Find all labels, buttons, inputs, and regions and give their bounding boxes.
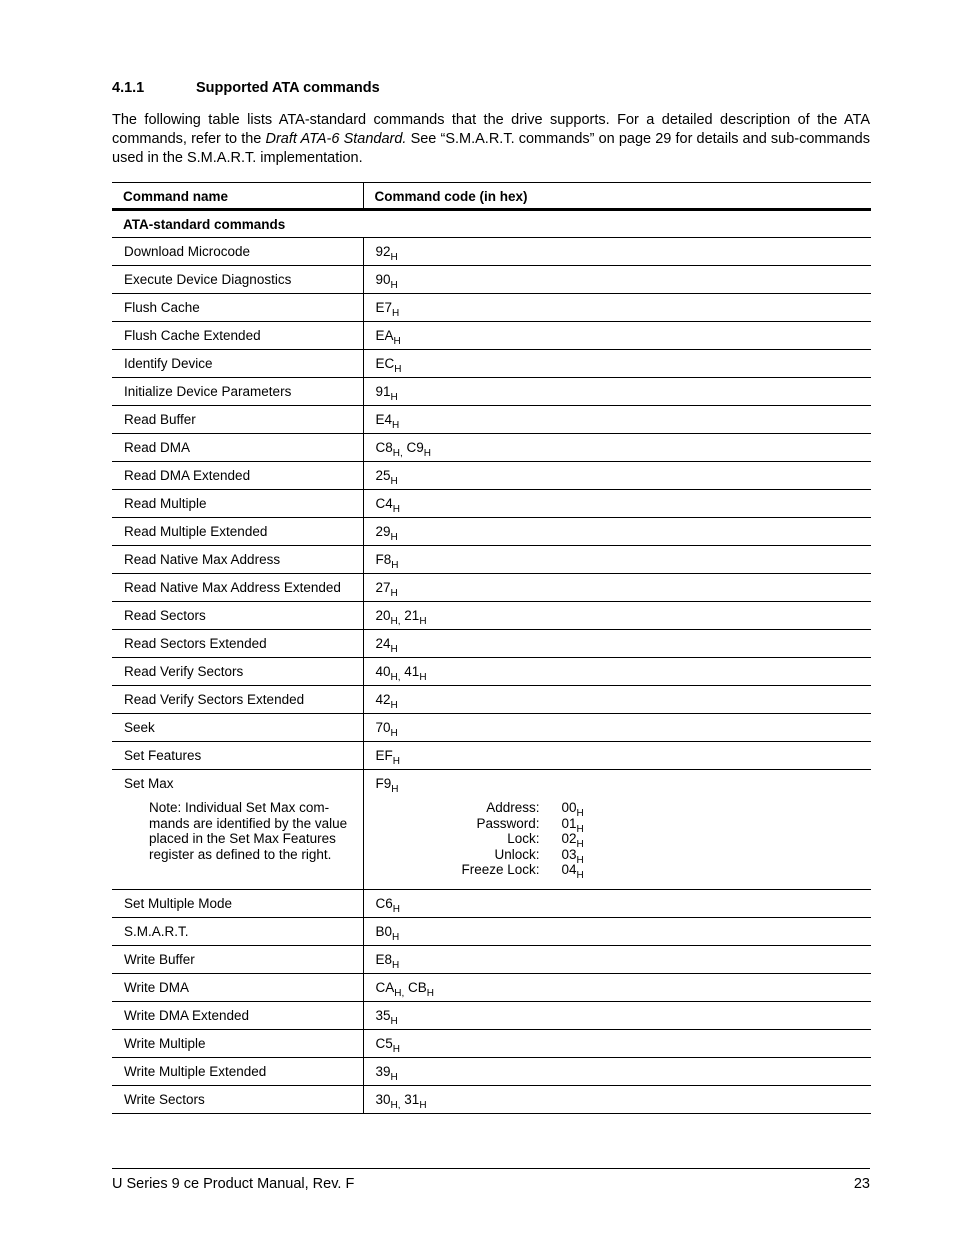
header-command-code: Command code (in hex) <box>363 183 871 210</box>
command-name: Read Sectors Extended <box>112 630 363 658</box>
table-row <box>112 974 871 1002</box>
table-row <box>112 742 871 770</box>
hex-code: $CA_{H,}$ <box>375 980 405 999</box>
command-name: Read DMA Extended <box>112 462 363 490</box>
command-code <box>363 658 871 686</box>
footer-manual-title: U Series 9 ce Product Manual, Rev. F <box>112 1176 355 1192</box>
table-row <box>112 918 871 946</box>
hex-code: $42_H$ <box>375 692 398 711</box>
hex-code: $EF_H$ <box>375 748 400 767</box>
command-code <box>363 742 871 770</box>
section-title: Supported ATA commands <box>196 80 380 96</box>
hex-code: $EC_H$ <box>375 356 402 375</box>
table-row <box>112 434 871 462</box>
hex-code: $C6_H$ <box>375 896 400 915</box>
command-code <box>363 322 871 350</box>
command-code <box>363 294 871 322</box>
subcommand-row: Unlock: $03_H$ <box>494 846 584 866</box>
hex-code: $31_H$ <box>404 1092 427 1111</box>
command-name: Read Sectors <box>112 602 363 630</box>
command-code <box>363 490 871 518</box>
table-row <box>112 714 871 742</box>
hex-code: $90_H$ <box>375 272 398 291</box>
section-row <box>112 210 871 238</box>
command-code <box>363 574 871 602</box>
command-code <box>363 462 871 490</box>
hex-code: $92_H$ <box>375 244 398 263</box>
hex-code: $39_H$ <box>375 1064 398 1083</box>
hex-code: $E4_H$ <box>375 412 400 431</box>
set-max-note: Note: Individual Set Max com-mands are identified by the value placed in the Set Max Features register as defined to the right. <box>149 800 348 862</box>
table-row <box>112 658 871 686</box>
command-name: Flush Cache <box>112 294 363 322</box>
command-name: Set Multiple Mode <box>112 890 363 918</box>
intro-paragraph <box>112 111 870 168</box>
command-name: Write Sectors <box>112 1086 363 1114</box>
command-name: Seek <box>112 714 363 742</box>
table-row <box>112 378 871 406</box>
table-row <box>112 602 871 630</box>
command-code <box>363 946 871 974</box>
hex-code: $40_{H,}$ <box>375 664 401 683</box>
table-row <box>112 266 871 294</box>
command-name: Read Native Max Address <box>112 546 363 574</box>
command-code <box>363 686 871 714</box>
hex-code: $29_H$ <box>375 524 398 543</box>
table-header-row <box>112 183 871 210</box>
command-code <box>363 1030 871 1058</box>
command-code <box>363 1002 871 1030</box>
command-name: Write Multiple Extended <box>112 1058 363 1086</box>
hex-code: $27_H$ <box>375 580 398 599</box>
command-name: Flush Cache Extended <box>112 322 363 350</box>
command-name: Set Features <box>112 742 363 770</box>
command-code <box>363 770 871 890</box>
command-code <box>363 918 871 946</box>
hex-code: $C8_{H,}$ <box>375 440 403 459</box>
hex-code: $F9_H$ <box>375 776 399 795</box>
command-name: Execute Device Diagnostics <box>112 266 363 294</box>
hex-code: $20_{H,}$ <box>375 608 401 627</box>
table-row <box>112 238 871 266</box>
hex-code: $70_H$ <box>375 720 398 739</box>
table-row <box>112 518 871 546</box>
command-name: Read Multiple Extended <box>112 518 363 546</box>
command-code <box>363 890 871 918</box>
command-code <box>363 974 871 1002</box>
intro-italic-reference: Draft ATA-6 Standard. <box>265 131 407 147</box>
command-code <box>363 1058 871 1086</box>
command-code <box>363 238 871 266</box>
table-row <box>112 1002 871 1030</box>
command-name: Identify Device <box>112 350 363 378</box>
table-row <box>112 946 871 974</box>
header-command-name: Command name <box>112 183 363 210</box>
set-max-subcommands <box>460 800 872 881</box>
command-code <box>363 266 871 294</box>
footer-rule <box>112 1168 870 1169</box>
table-row <box>112 770 871 890</box>
command-code <box>363 546 871 574</box>
command-name: Read Verify Sectors Extended <box>112 686 363 714</box>
command-name: Set Max Note: Individual Set Max com-mands are identified by the value placed in the Set Max Features register as defined to the right. <box>112 770 363 890</box>
table-row <box>112 574 871 602</box>
table-row <box>112 490 871 518</box>
command-code <box>363 602 871 630</box>
hex-code: $C4_H$ <box>375 496 400 515</box>
hex-code: $21_H$ <box>404 608 427 627</box>
hex-code: $04_H$ <box>561 862 584 881</box>
command-code <box>363 434 871 462</box>
subcommand-row: Freeze Lock: $04_H$ <box>461 862 584 881</box>
table-row <box>112 546 871 574</box>
command-code <box>363 518 871 546</box>
command-name: Write DMA Extended <box>112 1002 363 1030</box>
command-name: Read DMA <box>112 434 363 462</box>
command-code <box>363 350 871 378</box>
table-row <box>112 890 871 918</box>
table-row <box>112 1086 871 1114</box>
hex-code: $E7_H$ <box>375 300 400 319</box>
hex-code: $91_H$ <box>375 384 398 403</box>
command-code <box>363 1086 871 1114</box>
hex-code: $C9_H$ <box>406 440 432 459</box>
hex-code: $EA_H$ <box>375 328 401 347</box>
table-row <box>112 462 871 490</box>
command-name: Write Buffer <box>112 946 363 974</box>
section-heading <box>112 80 380 96</box>
command-name: Write DMA <box>112 974 363 1002</box>
command-code <box>363 406 871 434</box>
intro-text-2: See “S.M.A.R.T. commands” on page 29 for details and sub-commands used in the S.M.A.R.T. implementation. <box>112 131 870 166</box>
table-row <box>112 406 871 434</box>
page-number: 23 <box>853 1176 870 1192</box>
subcommand-row: Password: $01_H$ <box>476 815 584 835</box>
hex-code: $CB_H$ <box>408 980 435 999</box>
subcommand-row: Address: $00_H$ <box>486 800 584 819</box>
hex-code: $35_H$ <box>375 1008 398 1027</box>
hex-code: $E8_H$ <box>375 952 400 971</box>
table-row <box>112 630 871 658</box>
hex-code: $F8_H$ <box>375 552 399 571</box>
hex-code: $41_H$ <box>404 664 427 683</box>
subcommand-row: Lock: $02_H$ <box>507 831 584 850</box>
hex-code: $03_H$ <box>561 846 584 866</box>
hex-code: $01_H$ <box>561 815 584 835</box>
table-row <box>112 1058 871 1086</box>
hex-code: $30_{H,}$ <box>375 1092 401 1111</box>
command-name: Download Microcode <box>112 238 363 266</box>
table-row <box>112 294 871 322</box>
command-name: Read Buffer <box>112 406 363 434</box>
table-row <box>112 686 871 714</box>
intro-text-1: The following table lists ATA-standard commands that the drive supports. For a detailed description of the ATA commands, refer to the <box>112 112 870 147</box>
command-name: Initialize Device Parameters <box>112 378 363 406</box>
hex-code: $C5_H$ <box>375 1036 400 1055</box>
hex-code: $B0_H$ <box>375 924 400 943</box>
hex-code: $24_H$ <box>375 636 398 655</box>
section-number: 4.1.1 <box>112 80 145 96</box>
section-label: ATA-standard commands <box>112 210 871 238</box>
hex-code: $25_H$ <box>375 468 398 487</box>
command-name: S.M.A.R.T. <box>112 918 363 946</box>
command-code <box>363 630 871 658</box>
command-code <box>363 714 871 742</box>
hex-code: $00_H$ <box>561 800 584 819</box>
command-name: Read Multiple <box>112 490 363 518</box>
command-name: Write Multiple <box>112 1030 363 1058</box>
table-row <box>112 322 871 350</box>
table-row <box>112 1030 871 1058</box>
table-row <box>112 350 871 378</box>
hex-code: $02_H$ <box>561 831 584 850</box>
command-name: Read Verify Sectors <box>112 658 363 686</box>
command-name: Read Native Max Address Extended <box>112 574 363 602</box>
ata-commands-table <box>112 182 871 1114</box>
command-code <box>363 378 871 406</box>
